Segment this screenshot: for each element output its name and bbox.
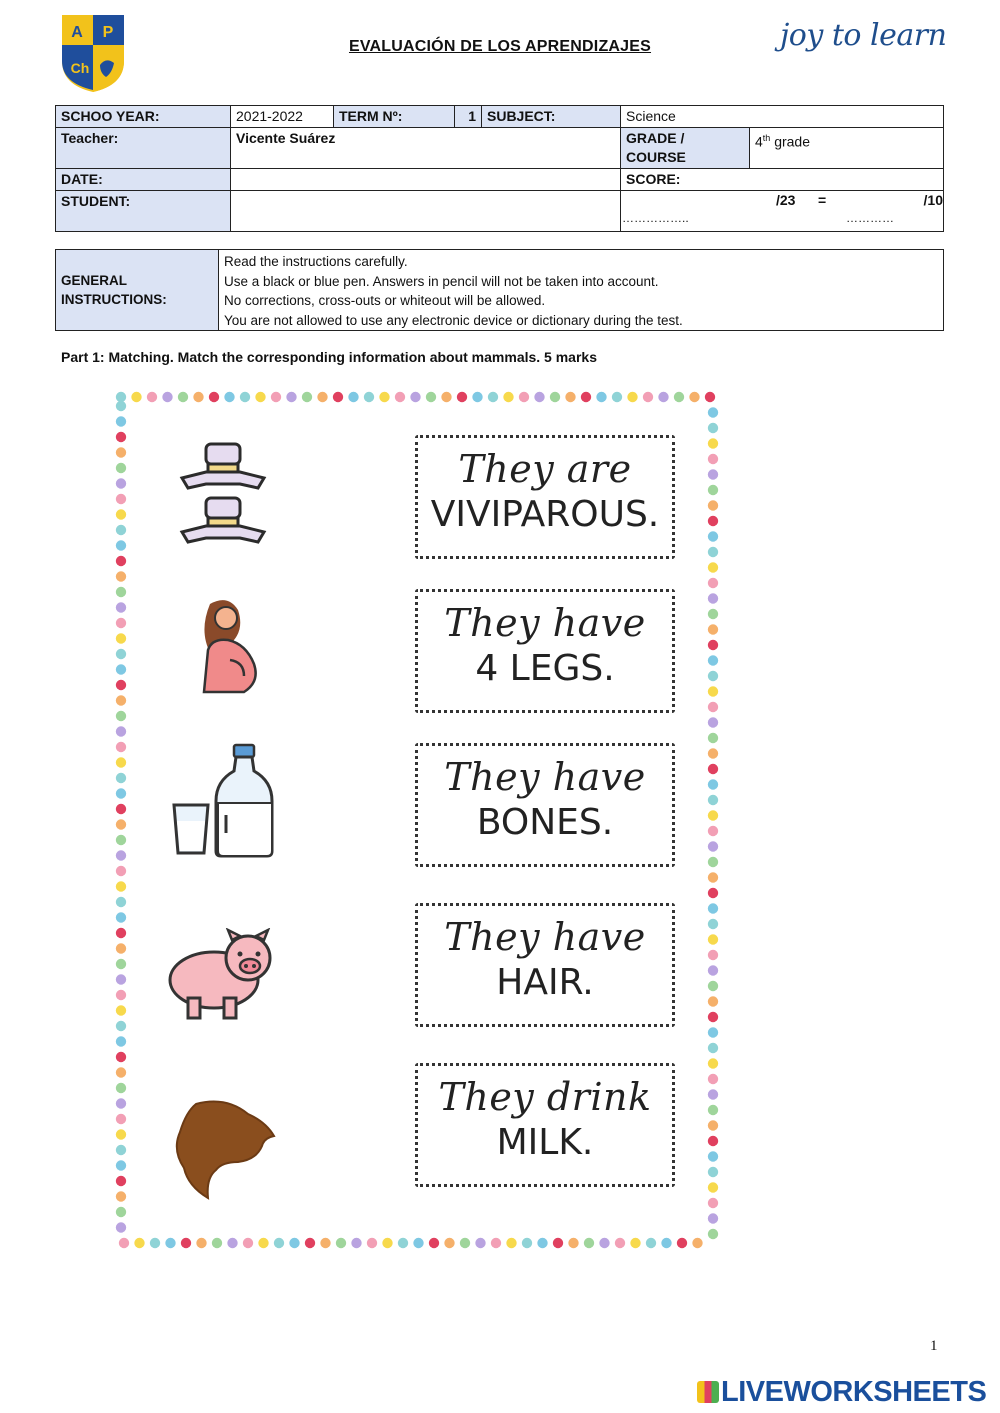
page-number: 1 bbox=[930, 1338, 938, 1354]
match-card-2[interactable] bbox=[415, 589, 675, 713]
card-line2: VIVIPAROUS. bbox=[430, 494, 660, 535]
milk-bottle-icon[interactable] bbox=[170, 743, 278, 858]
border-dot bbox=[708, 686, 718, 696]
border-dot bbox=[116, 990, 126, 1000]
match-card-3[interactable] bbox=[415, 743, 675, 867]
border-dot bbox=[116, 602, 126, 612]
border-dot bbox=[116, 881, 126, 891]
logo-letter-p: P bbox=[102, 24, 114, 41]
border-dot bbox=[643, 392, 653, 402]
border-dot bbox=[116, 401, 126, 411]
border-dot bbox=[568, 1238, 578, 1248]
logo-letter-a: A bbox=[71, 24, 83, 41]
border-dot bbox=[426, 392, 436, 402]
border-dot bbox=[708, 423, 718, 433]
border-dot bbox=[615, 1238, 625, 1248]
score-out-of-23: /23 bbox=[776, 192, 796, 208]
border-dot bbox=[708, 1074, 718, 1084]
border-dot bbox=[286, 392, 296, 402]
school-year-label: SCHOO YEAR: bbox=[56, 106, 231, 128]
border-dot bbox=[708, 1198, 718, 1208]
border-dot bbox=[116, 447, 126, 457]
pregnant-woman-icon[interactable] bbox=[190, 596, 260, 701]
border-dot bbox=[116, 835, 126, 845]
border-dot bbox=[596, 392, 606, 402]
border-dot bbox=[708, 640, 718, 650]
border-dot bbox=[209, 392, 219, 402]
border-dot bbox=[565, 392, 575, 402]
border-dot bbox=[379, 392, 389, 402]
border-dot bbox=[584, 1238, 594, 1248]
card-line1: They have bbox=[444, 601, 646, 645]
card-line1: They drink bbox=[438, 1075, 652, 1119]
score-label: SCORE: bbox=[621, 169, 944, 191]
border-dot bbox=[289, 1238, 299, 1248]
border-dot bbox=[708, 841, 718, 851]
border-dot bbox=[181, 1238, 191, 1248]
border-dot bbox=[116, 525, 126, 535]
brand-logo: joy to learn bbox=[780, 18, 947, 53]
border-dot bbox=[258, 1238, 268, 1248]
grade-number: 4 bbox=[755, 133, 763, 150]
border-dot bbox=[708, 531, 718, 541]
border-dot bbox=[708, 655, 718, 665]
border-dot bbox=[581, 392, 591, 402]
instructions-label-line1: GENERAL bbox=[61, 273, 128, 288]
border-dot bbox=[708, 810, 718, 820]
border-dot bbox=[708, 748, 718, 758]
liveworksheets-text: LIVEWORKSHEETS bbox=[721, 1376, 987, 1408]
liveworksheets-icon bbox=[697, 1381, 719, 1403]
border-dot bbox=[630, 1238, 640, 1248]
border-dot bbox=[506, 1238, 516, 1248]
border-dot bbox=[165, 1238, 175, 1248]
card-line2: HAIR. bbox=[496, 962, 594, 1003]
border-dot bbox=[708, 469, 718, 479]
instruction-item: Read the instructions carefully. bbox=[224, 254, 408, 269]
border-dot bbox=[317, 392, 327, 402]
border-dot bbox=[708, 717, 718, 727]
border-dot bbox=[119, 1238, 129, 1248]
border-dot bbox=[193, 392, 203, 402]
border-dot bbox=[708, 1136, 718, 1146]
border-dot bbox=[116, 773, 126, 783]
border-dot bbox=[243, 1238, 253, 1248]
score-equals: = bbox=[818, 192, 827, 208]
page-title: EVALUACIÓN DE LOS APRENDIZAJES bbox=[348, 38, 652, 55]
border-dot bbox=[708, 593, 718, 603]
border-dot bbox=[116, 1207, 126, 1217]
border-dot bbox=[708, 547, 718, 557]
border-dot bbox=[116, 494, 126, 504]
border-dot bbox=[364, 392, 374, 402]
border-dot bbox=[116, 571, 126, 581]
border-dot bbox=[116, 757, 126, 767]
border-dot bbox=[553, 1238, 563, 1248]
hair-icon[interactable] bbox=[166, 1098, 278, 1203]
date-label: DATE: bbox=[56, 169, 231, 191]
border-dot bbox=[708, 872, 718, 882]
border-dot bbox=[708, 1105, 718, 1115]
border-dot bbox=[116, 432, 126, 442]
border-dot bbox=[116, 943, 126, 953]
instructions-label-line2: INSTRUCTIONS: bbox=[61, 292, 167, 307]
card-line1: They are bbox=[458, 447, 632, 491]
border-dot bbox=[116, 1160, 126, 1170]
border-dot bbox=[429, 1238, 439, 1248]
border-dot bbox=[116, 1083, 126, 1093]
border-dot bbox=[522, 1238, 532, 1248]
border-dot bbox=[162, 392, 172, 402]
border-dot bbox=[658, 392, 668, 402]
school-year-value: 2021-2022 bbox=[231, 106, 334, 128]
border-dot bbox=[134, 1238, 144, 1248]
card-line2: BONES. bbox=[476, 802, 614, 843]
border-dot bbox=[302, 392, 312, 402]
border-dot bbox=[708, 1058, 718, 1068]
border-dot bbox=[708, 903, 718, 913]
border-dot bbox=[472, 392, 482, 402]
score-dots-2: ………… bbox=[846, 211, 894, 225]
border-dot bbox=[708, 1213, 718, 1223]
border-dot bbox=[320, 1238, 330, 1248]
border-dot bbox=[116, 540, 126, 550]
border-dot bbox=[116, 897, 126, 907]
border-dot bbox=[708, 934, 718, 944]
border-dot bbox=[274, 1238, 284, 1248]
border-dot bbox=[674, 392, 684, 402]
border-dot bbox=[116, 711, 126, 721]
border-dot bbox=[534, 392, 544, 402]
border-dot bbox=[116, 1052, 126, 1062]
grade-suffix: th bbox=[762, 133, 771, 143]
border-dot bbox=[708, 671, 718, 681]
grade-value bbox=[750, 128, 944, 169]
border-dot bbox=[612, 392, 622, 402]
border-dot bbox=[224, 392, 234, 402]
border-dot bbox=[708, 779, 718, 789]
border-dot bbox=[271, 392, 281, 402]
grade-text: grade bbox=[770, 133, 811, 150]
border-dot bbox=[351, 1238, 361, 1248]
border-dot bbox=[410, 392, 420, 402]
border-dot bbox=[116, 392, 126, 402]
border-dot bbox=[116, 416, 126, 426]
border-dot bbox=[196, 1238, 206, 1248]
border-dot bbox=[116, 463, 126, 473]
instructions-list bbox=[219, 250, 944, 331]
border-dot bbox=[460, 1238, 470, 1248]
border-dot bbox=[708, 562, 718, 572]
pig-icon[interactable] bbox=[166, 928, 278, 1023]
border-dot bbox=[488, 392, 498, 402]
match-card-4[interactable] bbox=[415, 903, 675, 1027]
border-dot bbox=[116, 1114, 126, 1124]
card-line2: 4 LEGS. bbox=[475, 648, 615, 689]
border-dot bbox=[116, 695, 126, 705]
border-dot bbox=[708, 981, 718, 991]
border-dot bbox=[708, 516, 718, 526]
border-dot bbox=[708, 996, 718, 1006]
general-instructions-table bbox=[55, 249, 944, 331]
border-dot bbox=[627, 392, 637, 402]
border-dot bbox=[708, 500, 718, 510]
match-card-5[interactable] bbox=[415, 1063, 675, 1187]
border-dot bbox=[147, 392, 157, 402]
border-dot bbox=[178, 392, 188, 402]
border-dot bbox=[116, 664, 126, 674]
border-dot bbox=[116, 618, 126, 628]
border-dot bbox=[348, 392, 358, 402]
border-dot bbox=[475, 1238, 485, 1248]
border-dot bbox=[708, 857, 718, 867]
border-dot bbox=[398, 1238, 408, 1248]
subject-label: SUBJECT: bbox=[482, 106, 621, 128]
border-dot bbox=[116, 649, 126, 659]
border-dot bbox=[150, 1238, 160, 1248]
border-dot bbox=[708, 1182, 718, 1192]
border-dot bbox=[708, 965, 718, 975]
card-line2: MILK. bbox=[496, 1122, 594, 1163]
border-dot bbox=[708, 888, 718, 898]
teacher-value: Vicente Suárez bbox=[231, 128, 621, 169]
border-dot bbox=[550, 392, 560, 402]
border-dot bbox=[382, 1238, 392, 1248]
border-dot bbox=[116, 1176, 126, 1186]
border-dot bbox=[708, 826, 718, 836]
border-dot bbox=[333, 392, 343, 402]
border-dot bbox=[305, 1238, 315, 1248]
border-dot bbox=[116, 819, 126, 829]
border-dot bbox=[708, 1012, 718, 1022]
border-dot bbox=[708, 950, 718, 960]
school-crest-logo bbox=[60, 13, 126, 93]
teacher-label: Teacher: bbox=[56, 128, 231, 169]
border-dot bbox=[708, 454, 718, 464]
border-dot bbox=[708, 795, 718, 805]
border-dot bbox=[212, 1238, 222, 1248]
border-dot bbox=[116, 680, 126, 690]
card-line1: They have bbox=[444, 915, 646, 959]
border-dot bbox=[240, 392, 250, 402]
instructions-label bbox=[56, 250, 219, 331]
border-dot bbox=[116, 509, 126, 519]
border-dot bbox=[367, 1238, 377, 1248]
border-dot bbox=[708, 1151, 718, 1161]
border-dot bbox=[116, 1222, 126, 1232]
border-dot bbox=[708, 764, 718, 774]
liveworksheets-logo bbox=[697, 1376, 986, 1409]
term-value: 1 bbox=[455, 106, 482, 128]
border-dot bbox=[708, 1089, 718, 1099]
border-dot bbox=[708, 1043, 718, 1053]
border-dot bbox=[708, 609, 718, 619]
border-dot bbox=[116, 788, 126, 798]
border-dot bbox=[599, 1238, 609, 1248]
border-dot bbox=[336, 1238, 346, 1248]
border-dot bbox=[646, 1238, 656, 1248]
spine-bones-icon[interactable] bbox=[178, 440, 268, 555]
term-label: TERM Nº: bbox=[334, 106, 455, 128]
border-dot bbox=[708, 578, 718, 588]
instruction-item: Use a black or blue pen. Answers in pencil will not be taken into account. bbox=[224, 273, 659, 289]
logo-letter-ch: Ch bbox=[70, 60, 90, 76]
border-dot bbox=[519, 392, 529, 402]
border-dot bbox=[116, 1036, 126, 1046]
border-dot bbox=[708, 1027, 718, 1037]
border-dot bbox=[116, 1021, 126, 1031]
border-dot bbox=[116, 974, 126, 984]
border-dot bbox=[708, 485, 718, 495]
border-dot bbox=[708, 702, 718, 712]
matching-worksheet bbox=[112, 388, 722, 1252]
border-dot bbox=[708, 624, 718, 634]
border-dot bbox=[537, 1238, 547, 1248]
border-dot bbox=[116, 1067, 126, 1077]
border-dot bbox=[444, 1238, 454, 1248]
border-dot bbox=[116, 478, 126, 488]
border-dot bbox=[116, 726, 126, 736]
border-dot bbox=[491, 1238, 501, 1248]
score-dots-1: …………….. bbox=[622, 211, 689, 225]
border-dot bbox=[708, 1229, 718, 1239]
border-dot bbox=[116, 928, 126, 938]
student-name-field[interactable] bbox=[231, 191, 621, 232]
border-dot bbox=[116, 1005, 126, 1015]
border-dot bbox=[116, 912, 126, 922]
border-dot bbox=[457, 392, 467, 402]
border-dot bbox=[441, 392, 451, 402]
border-dot bbox=[708, 438, 718, 448]
subject-value: Science bbox=[621, 106, 944, 128]
match-card-1[interactable] bbox=[415, 435, 675, 559]
date-field[interactable] bbox=[231, 169, 621, 191]
border-dot bbox=[692, 1238, 702, 1248]
border-dot bbox=[708, 733, 718, 743]
border-dot bbox=[116, 1129, 126, 1139]
border-dot bbox=[131, 392, 141, 402]
border-dot bbox=[116, 556, 126, 566]
border-dot bbox=[227, 1238, 237, 1248]
border-dot bbox=[116, 587, 126, 597]
score-out-of-10: /10 bbox=[923, 192, 943, 208]
border-dot bbox=[677, 1238, 687, 1248]
instruction-item: No corrections, cross-outs or whiteout will be allowed. bbox=[224, 293, 546, 308]
border-dot bbox=[708, 407, 718, 417]
score-field[interactable] bbox=[621, 191, 944, 232]
border-dot bbox=[255, 392, 265, 402]
border-dot bbox=[116, 959, 126, 969]
border-dot bbox=[503, 392, 513, 402]
border-dot bbox=[661, 1238, 671, 1248]
student-label: STUDENT: bbox=[56, 191, 231, 232]
border-dot bbox=[116, 633, 126, 643]
border-dot bbox=[116, 804, 126, 814]
border-dot bbox=[116, 850, 126, 860]
border-dot bbox=[413, 1238, 423, 1248]
border-dot bbox=[116, 1098, 126, 1108]
part1-heading: Part 1: Matching. Match the corresponding information about mammals. 5 marks bbox=[61, 349, 597, 365]
border-dot bbox=[116, 866, 126, 876]
border-dot bbox=[116, 1145, 126, 1155]
student-info-table bbox=[55, 105, 944, 232]
border-dot bbox=[116, 1191, 126, 1201]
instruction-item: You are not allowed to use any electronic device or dictionary during the test. bbox=[224, 312, 683, 328]
border-dot bbox=[705, 392, 715, 402]
border-dot bbox=[708, 1167, 718, 1177]
border-dot bbox=[708, 1120, 718, 1130]
card-line1: They have bbox=[444, 755, 646, 799]
grade-label: GRADE / COURSE bbox=[621, 128, 750, 169]
border-dot bbox=[689, 392, 699, 402]
border-dot bbox=[708, 919, 718, 929]
border-dot bbox=[395, 392, 405, 402]
border-dot bbox=[116, 742, 126, 752]
